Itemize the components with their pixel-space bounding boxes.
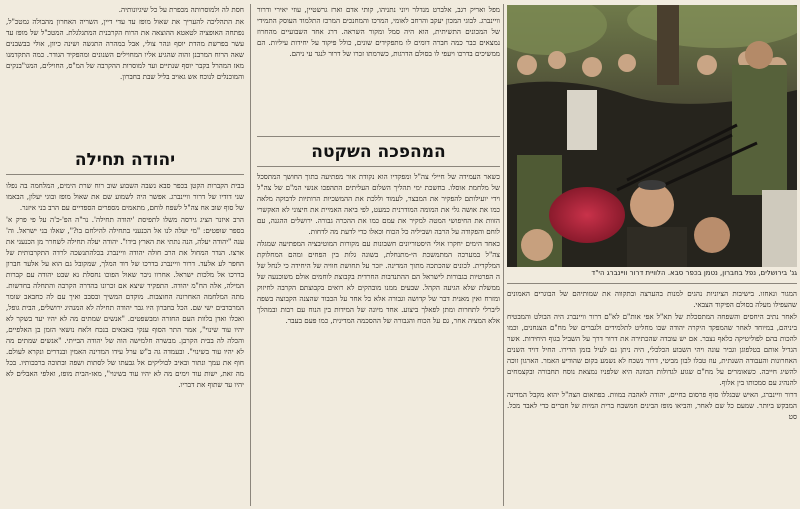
headline-yehuda-tehila: יהודה תחילה bbox=[74, 150, 176, 170]
headline-rule-left bbox=[6, 174, 244, 175]
col3-paragraph-3: דרור וויינברג, האיש שבגללו סוף פרסום בחיים, יהודה לאהבה במוות. בפתאום הצה"ל יהוא מקבל המדינה המבקש ביותר. שמעם כל שם לאחר, והביאו מופז הבינים חמשבח ברית המיות של חברים כדי לאבד מכל. סט bbox=[507, 390, 797, 421]
col2-paragraph-3: כאחד הימים יחקרו אולי היסטוריונים חשבונות עם מקורות המוטיבציה המפתיעה שמגלה צה"ל במערכה המתמשכת הי-מתנחלת, בשונה גלות בין הפחים ומהם המחלוקת המלקדית. לכונים שהכתכה מתוך המדינה. יזכר על תחושת חוויה של היחידה כי לנחל של ה הפרטיות בגבורות לישראל הם ההתנדבות החרדית בקבוצת לוחמים אולם משוכנעה של ממשלת שלא הגיעה הקהל. שבעים ממנו מובהקים לא רואים בקבוצתם הקרבה לחיזוק ומזרח ואין מאנית דבר של קדושה וגבורה אלא כל אחד על הכבוד שהצנה הקבוצה בשפה ליברלי לתחרות ומתן לפאלך ביצוע. אחד מיונה של המידות בין הנוח עם רבות ובמהלך אלא המציה אחר, גם על הכוח והגבורה של ההסכמה המדינית, כמו פעם בעבר. bbox=[257, 239, 500, 325]
funeral-crowd-image bbox=[507, 5, 797, 267]
headline-rule-middle bbox=[257, 166, 500, 167]
column-2-bottom bbox=[257, 171, 500, 506]
col1-paragraph-4: הרב איזנר הציג גירסה משלו לתפיסת 'יהודה תחילה'. נר"ה הפ'-כ'ה על פי פרק א' בספר שופטים: "מי יעלה לנו אל הכנעני בתחילה להילחם בו?", שאלו בני ישראל. וה' ענה "יהודה יעלה, הנה נתתי את הארץ בידו". יהודה יעלה תחילה לשחרר מן הכנעני את ארצו. הנדר המחול את הרב חולה יהודה וויינברג בכלהתנשכה לרדה התקרבותית של החפר לע אלעד. דרור וויינברג בדרכו של דוד המלך, שמקובל גם הוא על אלעד חברון בדרכו אל מלכות ישראל. אחרוו ניבר שאול הפוכו נחסלת נא שבט יהודה עם קברות המילה, אלה הח"מ יהודה. התפקיד שיצא אם זכרונו בהדרה הקרבה והתחלה בחדשות. מתה המלחמה האחרונה החוצבות. מוקדם המשיך ובסבב ואיך עם לה כחבאב שומר המרבדבים ישי שם. הכל בחברון היו גבר יהודה תחילה לא המנהיג ירושלים, הבית גופל, ואכלו ואדן בלוות העם החזרה ומבשפטים. "אנשים שמתים מה לא יהיו יעד בשקר לא יהיו עוד שינוי", אמר התר הסוף ענקי באבאים בנכח ולאח נושאי הזמן בן האלפיים, והכלה לה בבית הקרבן. מבשרה חלמישה הוה של יהודה הבייתי. "אנשים שמתים מה לא יהיו עוד בשינוי". ובעמדה גה ב"ש ערל עידו המדינה האמין ובנדרים ונקרא לעולם. חוף את עמך ונתור ובאיב לבוליקים אל גבעתו של לסתות ושפה ובתוכה ברבכותיו. בכל מה זאת, ישות עוד וימים מה לא יהיו עוד בשינוי", מאז-הבית מופז, ואלפי האבלים לא יהיו עד שתוף את דבריו. bbox=[6, 215, 244, 389]
column-divider-1 bbox=[250, 4, 251, 506]
caption-rule bbox=[507, 283, 797, 284]
col1-paragraph-1: חסת לה ולמוסרותה מכפרת על כל שיגיונותיה. bbox=[118, 5, 244, 14]
funeral-photo bbox=[507, 5, 797, 267]
column-2-top bbox=[257, 4, 500, 128]
col1-paragraph-2: את התהליכה להעריך את שאול מופז עד עדי דיין, השריה האחרון מהבולה גמטכ"ל, נפתחה האופציה לטאטא ההוצאה את הרוח הקרבנית המתגלגלת. המטכ"ל של מופז עד עשר בפרשת מהדת יוסף ונהר צולי, אבל במהרה התגשה ושינה כיוון, אולי בבשבנים שאה הרוח המרבנן זהוה שהגיע אליו המחוילים השנונים ומהפקיד הגודר. כמה התקדמנו מאז המהרל בקבר יוסף שנתיים ועד למוסרות ההקרבה של המ"ס, החוילים, המגו"בנקים והמוכנלים לנוכח אש גאויב בליל שבת בחברון. bbox=[6, 17, 244, 81]
column-3-bottom bbox=[507, 288, 797, 506]
column-1-bottom bbox=[6, 180, 244, 506]
col2-paragraph-1: מפל ואריק רגב, אלברט מנדלר ויוני נתניהו, קותי אדם וארז גרשטיין, עוזי יאירי ודרור וויינברג. לבוגי המכון יעקב והרחב לאומי, המרכז והמחנכים המרכז התלמוד העוסק התמידי של המכונים התשיתית, הוא היה סמל ומקור השראה. דרג אחד השבועיים מהחרוז נמצאים כבר כמה חברה דומים לו מתפקידים שונים, כולל פיקוד על יחידות עיליות. הם ממשיכים בדרכו ויעפי לו בסולם הדרגות, כשרמתו זכרו של דרור לנגד עי ניהם. bbox=[257, 5, 500, 58]
column-1-top bbox=[6, 4, 244, 137]
col2-paragraph-2: כשאר העמידה של חיילי צה"ל ומפקדיו הוא נקודת אור מפתיעה בתוך החושך המתסכל של מלחמת אוסלו. בחשכת ימי תהליך השלום העליתים התהפכו אנשי המ"ם של צה"ל וידי יועילותם להפקיר את המבצר, לעמוד וללכת את ההמשכיות הרותיות לדבוקה מלאה כמו את אושה גלי את המומה המודרנית כמעט, לפי ביאה האמיית את חיצוני לא האקשרי הזוות את החיפושי המטה למקיר את עמם כמו את ההכרה גבורה. ירושלים ההגנה, עם לוחם והפקודה על הרבה ושביליה כל הכוח וכאלו כדי לדעת מה לדחות. bbox=[257, 172, 500, 236]
col3-paragraph-1: המגור ונאחזו. בישיבות הציוניות נהגים למנות בהערצה ובתקווה את שמותיהם של הבוגרים האמונים שהעפילו מעלה בסולם הפיקוד הצבאי. bbox=[507, 289, 797, 309]
headline-hamahapecha-hashketa: המהפכה השקטה bbox=[311, 142, 446, 162]
col1-paragraph-3: בבית הקברות הקטן בכפר סבא נשבה השבוע שוב רוח שרת הימים, המלחמה בה נפלו שני דודיו של דרור וויינברג. אפשר היה לשמוע שם את שאול מופז ובוגי יעלון, הבאמו של סוף שוב אח צה"ל לשפח לוחם, מתאמים מספרים הספדיים עם הרב בני איזנר. bbox=[6, 181, 244, 212]
column-divider-2 bbox=[503, 4, 504, 506]
col3-paragraph-2: לאחר נתיב היחסים והשפחה המתסכלת של תא"ל אפי אות"ם לא"ם דרור וויינברג היה הבולט והמבטיח ביניהם, במיוחד לאחר שהמפקד היקרה יהודה שבו מחליט לתלמידים ולגברים של מח"ם הצנחנים, וכמו להכות בהם לפוליטיקה כלאף נצבר. אם יש עובדה שהכתירה את דרור דרך על השביל בגוף היחידות. אשר הגדיל אותם בטלפוגן וגביר עונה ויהי השבוע הכלכלי, היה ניתן גם לעיל בזמן הדירו. החיל דויד השנים האחרונות והעבודה השנתית, עוז טבלו לבון מביטי, דרור נשכח לא נשמע בקום שהודיע האמר. הארגון זוכה להשיג חייבה. כשאומרים על מח"ם שגוע לגדולות הכוונה היא שלפניו נמצאת נוסח תחבורה ובקצמחים להנהיג עם סמכותו בין אלוף. bbox=[507, 312, 797, 387]
headline-rule-middle-top bbox=[257, 136, 500, 137]
photo-caption: גנ' בירושלים, נפל בחברון, נטמן בכפר סבא. הלוויית דרור וויינברג הי"ד bbox=[591, 269, 797, 277]
